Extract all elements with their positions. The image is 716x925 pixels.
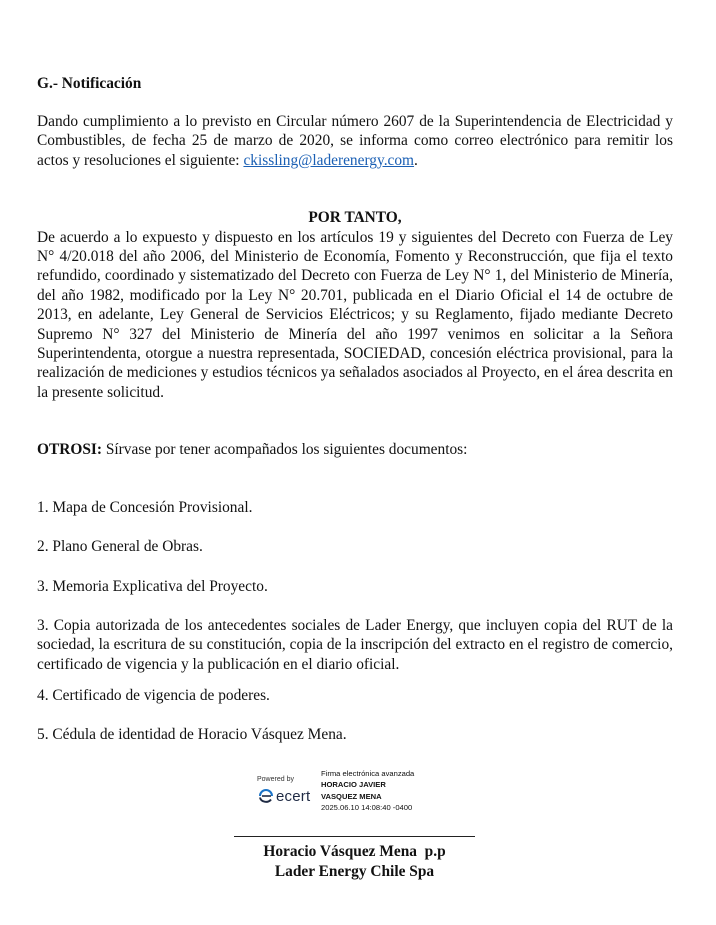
document-item-4: 3. Copia autorizada de los antecedentes sociales de Lader Energy, que incluyen copia del RUT de la sociedad, la escritura de su constitución, copia de la inscripción del extracto en el registro de comercio, certificado de vigencia y la publicación en el diario oficial.: [37, 616, 673, 673]
document-item-6: 5. Cédula de identidad de Horacio Vásquez Mena.: [37, 725, 347, 743]
document-item-2: 2. Plano General de Obras.: [37, 538, 203, 556]
signature-name-line-1: HORACIO JAVIER: [321, 780, 386, 790]
signature-details: [321, 768, 414, 813]
otrosi-paragraph: [37, 440, 673, 459]
document-item-1: 1. Mapa de Concesión Provisional.: [37, 498, 253, 516]
ecert-logo-icon: [257, 789, 275, 803]
signature-name-line-2: VASQUEZ MENA: [321, 791, 382, 801]
signer-block: [234, 842, 475, 881]
powered-by-label: Powered by: [257, 776, 294, 783]
otrosi-label: OTROSI:: [37, 441, 102, 459]
ecert-brand-text: ecert: [276, 788, 311, 805]
signature-timestamp: 2025.06.10 14:08:40 -0400: [321, 802, 413, 812]
por-tanto-body: De acuerdo a lo expuesto y dispuesto en los artículos 19 y siguientes del Decreto con Fuerza de Ley N° 4/20.018 del año 2006, del Ministerio de Economía, Fomento y Reconstrucción, que fija el texto refundido, coordinado y sistematizado del Decreto con Fuerza de Ley N° 1, del Ministerio de Minería, del año 1982, modificado por la Ley N° 20.701, publicada en el Diario Oficial el 14 de octubre de 2013, en adelante, Ley General de Servicios Eléctricos; y su Reglamento, fijado mediante Decreto Supremo N° 327 del Ministerio de Minería del año 1997 venimos en solicitar a la Señora Superintendenta, otorgue a nuestra representada, SOCIEDAD, concesión eléctrica provisional, para la realización de mediciones y estudios técnicos ya señalados asociados al Proyecto, en el área descrita en la presente solicitud.: [37, 228, 673, 401]
signature-line: [234, 836, 475, 837]
por-tanto-title: POR TANTO,: [308, 209, 402, 227]
notification-text: Dando cumplimiento a lo previsto en Circular número 2607 de la Superintendencia de Electricidad y Combustibles, de fecha 25 de marzo de 2020, se informa como correo electrónico para remitir los actos y resoluciones el siguiente:: [37, 113, 673, 169]
notification-paragraph: [37, 112, 673, 170]
signer-company: Lader Energy Chile Spa: [274, 862, 435, 880]
section-heading: G.- Notificación: [37, 75, 142, 92]
document-item-5: 4. Certificado de vigencia de poderes.: [37, 687, 270, 705]
ecert-logo: [257, 788, 310, 805]
document-body: [37, 75, 673, 744]
signer-name: Horacio Vásquez Mena p.p: [263, 843, 446, 860]
signature-label: Firma electrónica avanzada: [321, 769, 415, 778]
notification-text-end: .: [414, 151, 418, 169]
email-link[interactable]: ckissling@laderenergy.com: [243, 151, 415, 169]
electronic-signature-stamp: [255, 768, 455, 818]
document-item-3: 3. Memoria Explicativa del Proyecto.: [37, 577, 268, 595]
otrosi-text: Sírvase por tener acompañados los siguientes documentos:: [102, 441, 468, 459]
